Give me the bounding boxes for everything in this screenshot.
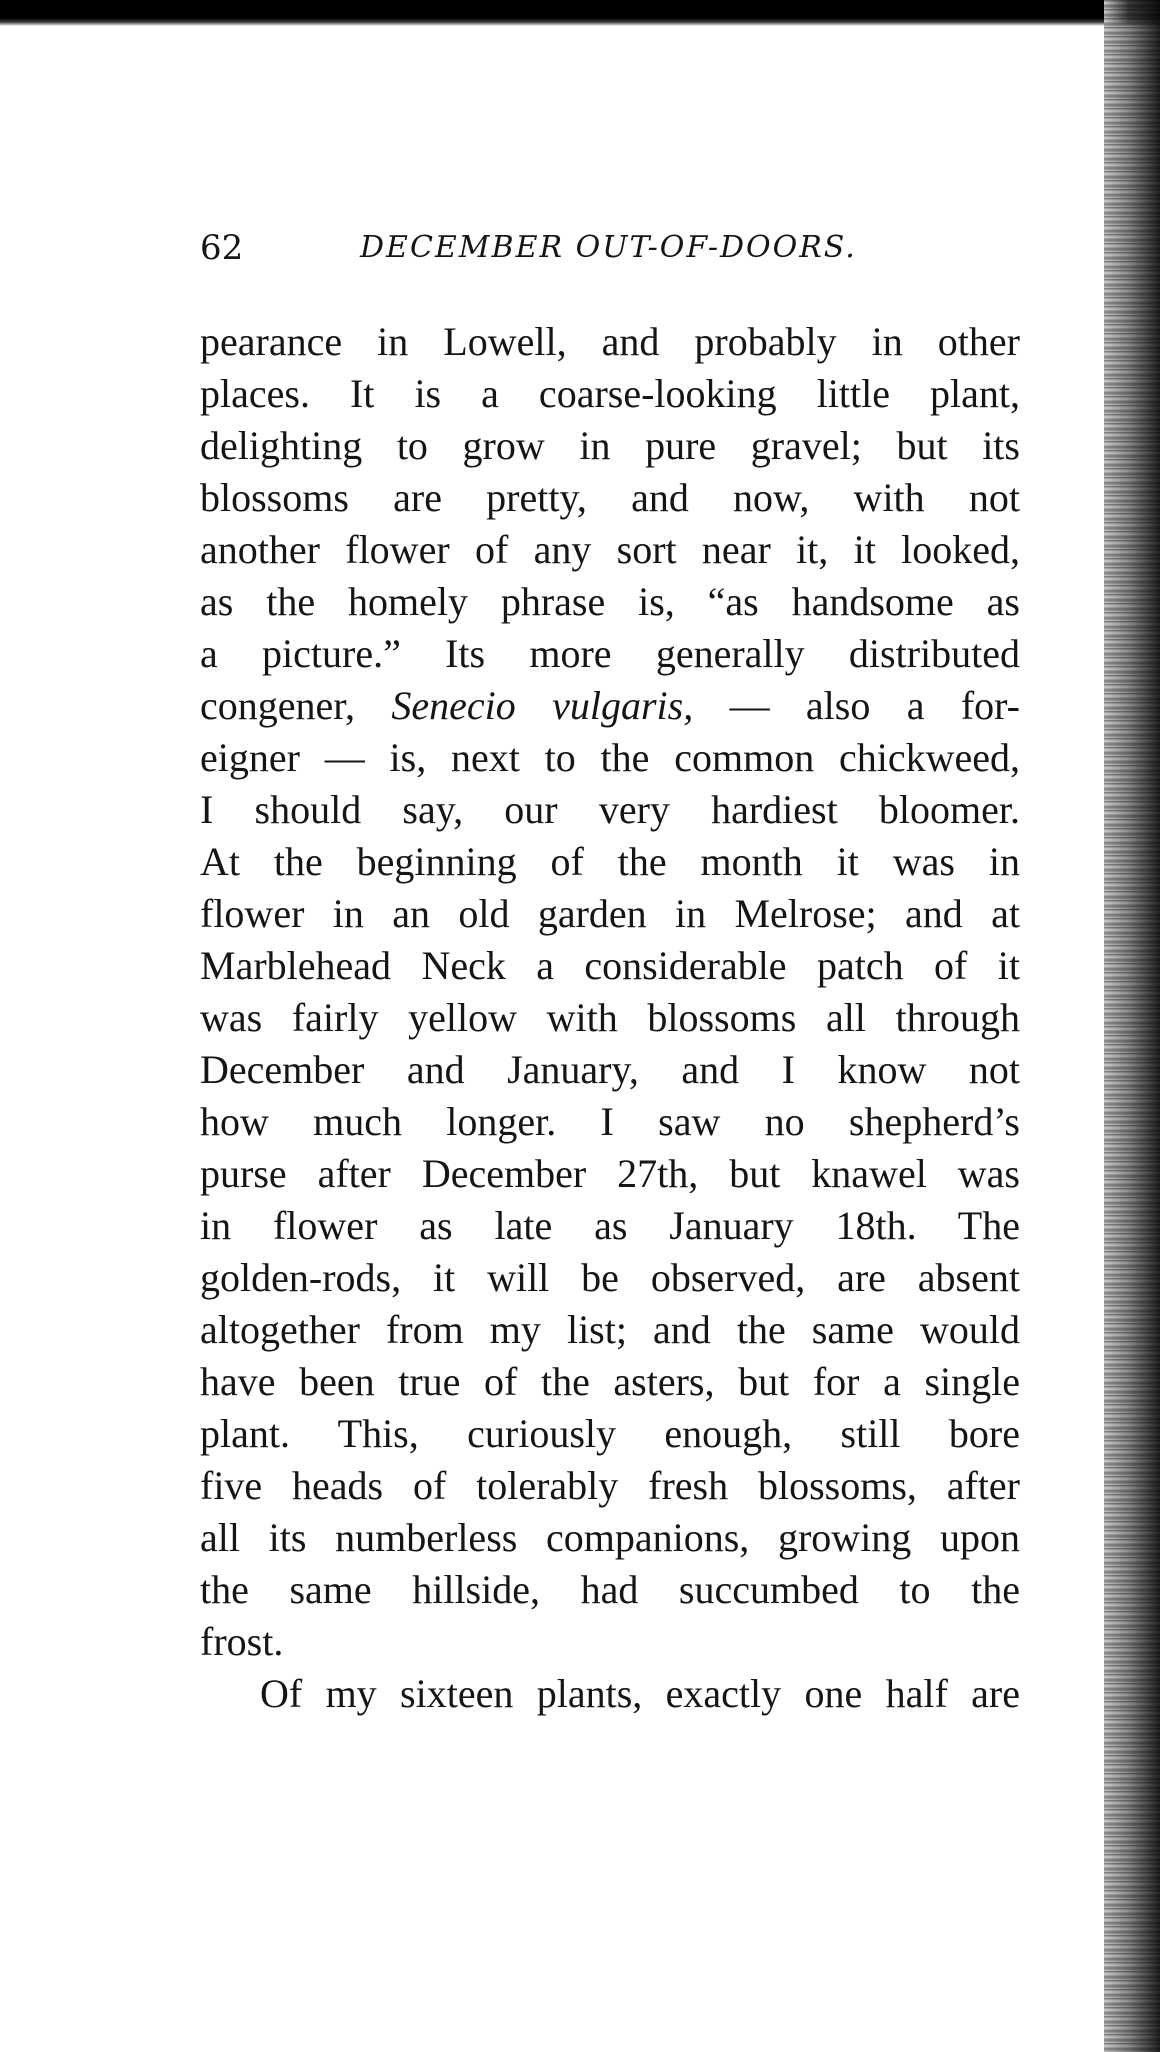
page-header (200, 224, 1020, 272)
text-segment: — also a for- (693, 683, 1020, 728)
text-line: plant. This, curiously enough, still bore (200, 1411, 1020, 1456)
text-line: another flower of any sort near it, it looked, (200, 527, 1020, 572)
text-line: all its numberless companions, growing upon (200, 1515, 1020, 1560)
scan-page-edge (1104, 0, 1160, 2052)
text-line: I should say, our very hardiest bloomer. (200, 787, 1020, 832)
text-line: purse after December 27th, but knawel was (200, 1151, 1020, 1196)
text-line: the same hillside, had succumbed to the (200, 1567, 1020, 1612)
text-line: delighting to grow in pure gravel; but its (200, 423, 1020, 468)
page-number: 62 (200, 228, 244, 268)
text-line: eigner — is, next to the common chickweed, (200, 735, 1020, 780)
text-line: as the homely phrase is, “as handsome as (200, 579, 1020, 624)
text-line: golden-rods, it will be observed, are absent (200, 1255, 1020, 1300)
body-text (200, 316, 1020, 1720)
text-line: pearance in Lowell, and probably in other (200, 319, 1020, 364)
text-line: a picture.” Its more generally distributed (200, 631, 1020, 676)
text-line: altogether from my list; and the same would (200, 1307, 1020, 1352)
text-line: how much longer. I saw no shepherd’s (200, 1099, 1020, 1144)
text-line: Marblehead Neck a considerable patch of it (200, 943, 1020, 988)
text-line: five heads of tolerably fresh blossoms, after (200, 1463, 1020, 1508)
book-page (200, 224, 1020, 1720)
running-title: DECEMBER OUT-OF-DOORS. (360, 230, 857, 265)
text-line: was fairly yellow with blossoms all through (200, 995, 1020, 1040)
text-line: flower in an old garden in Melrose; and at (200, 891, 1020, 936)
text-line: At the beginning of the month it was in (200, 839, 1020, 884)
text-line: have been true of the asters, but for a single (200, 1359, 1020, 1404)
scan-top-edge (0, 0, 1160, 26)
text-line-with-italic (200, 680, 1020, 732)
paragraph-start-line: Of my sixteen plants, exactly one half are (260, 1671, 1020, 1716)
text-line: places. It is a coarse-looking little plant, (200, 371, 1020, 416)
italic-species-name: Senecio vulgaris, (391, 683, 694, 728)
text-segment: congener, (200, 683, 392, 728)
text-line: blossoms are pretty, and now, with not (200, 475, 1020, 520)
paragraph-end-line: frost. (200, 1619, 284, 1664)
text-line: in flower as late as January 18th. The (200, 1203, 1020, 1248)
text-line: December and January, and I know not (200, 1047, 1020, 1092)
